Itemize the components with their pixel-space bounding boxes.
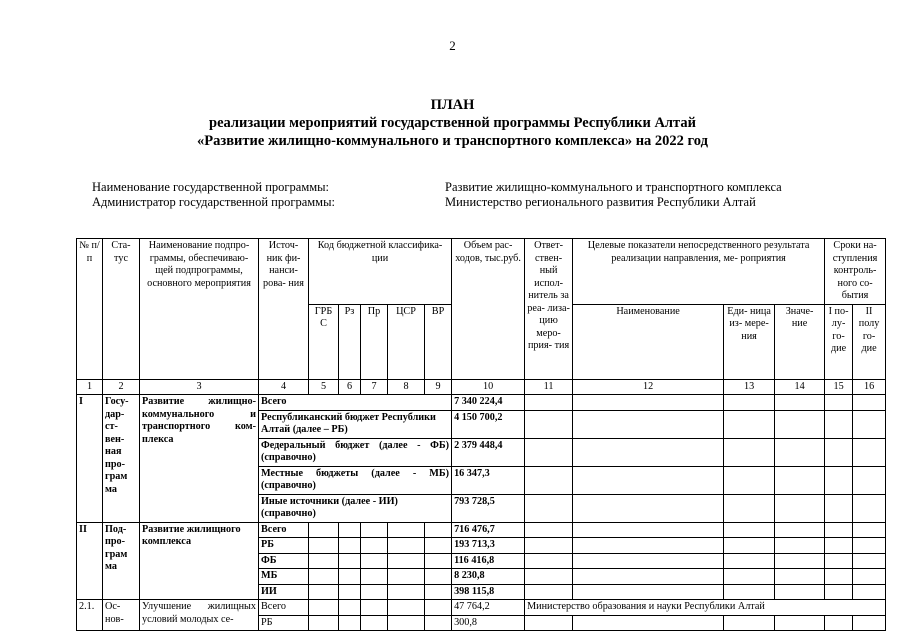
row-source: РБ	[259, 538, 309, 554]
row-volume: 8 230,8	[452, 569, 525, 585]
row-volume: 793 728,5	[452, 494, 525, 522]
plan-table	[76, 238, 886, 631]
header-targets: Целевые показатели непосредственного результата реализации направления, ме- роприятия	[573, 239, 825, 305]
header-volume: Объем рас- ходов, тыс.руб.	[452, 239, 525, 380]
row-num: 2.1.	[77, 600, 103, 631]
header-grbs: ГРБ С	[309, 304, 339, 379]
row-name: Развитие жилищного комплекса	[140, 522, 259, 600]
row-source: ФБ	[259, 553, 309, 569]
header-deadlines: Сроки на- ступления контроль- ного со- бытия	[825, 239, 886, 305]
header-source: Источ- ник фи- нанси- рова- ния	[259, 239, 309, 380]
row-status: Ос- нов-	[103, 600, 140, 631]
col-num-16: 16	[853, 379, 886, 395]
col-num-2: 2	[103, 379, 140, 395]
col-num-5: 5	[309, 379, 339, 395]
header-half2: II полу го- дие	[853, 304, 886, 379]
row-name: Развитие жилищно- коммунального и транспортного ком- плекса	[140, 395, 259, 523]
program-label: Наименование государственной программы:	[92, 180, 330, 194]
col-num-8: 8	[388, 379, 425, 395]
header-target-value: Значе- ние	[775, 304, 825, 379]
document-subtitle-1: реализации мероприятий государственной программы Республики Алтай	[209, 115, 696, 131]
program-value: Развитие жилищно-коммунального и транспортного комплекса	[445, 180, 782, 194]
row-volume: 47 764,2	[452, 600, 525, 616]
col-num-7: 7	[361, 379, 388, 395]
row-num: I	[77, 395, 103, 523]
col-num-15: 15	[825, 379, 853, 395]
col-num-9: 9	[425, 379, 452, 395]
document-subtitle-2: «Развитие жилищно-коммунального и транспортного комплекса» на 2022 год	[197, 133, 708, 149]
row-volume: 4 150 700,2	[452, 410, 525, 438]
admin-value: Министерство регионального развития Республики Алтай	[445, 195, 756, 209]
col-num-6: 6	[339, 379, 361, 395]
row-volume: 116 416,8	[452, 553, 525, 569]
col-num-4: 4	[259, 379, 309, 395]
row-volume: 716 476,7	[452, 522, 525, 538]
header-name: Наименование подпро- граммы, обеспечиваю- щей подпрограммы, основного мероприятия	[140, 239, 259, 380]
table-row	[77, 522, 886, 538]
col-num-11: 11	[525, 379, 573, 395]
row-volume: 2 379 448,4	[452, 438, 525, 466]
col-num-14: 14	[775, 379, 825, 395]
document-title: ПЛАН	[430, 97, 475, 113]
row-volume: 16 347,3	[452, 466, 525, 494]
header-half1: I по- лу- го- дие	[825, 304, 853, 379]
header-vr: ВР	[425, 304, 452, 379]
row-volume: 193 713,3	[452, 538, 525, 554]
header-csr: ЦСР	[388, 304, 425, 379]
row-source: Иные источники (далее - ИИ) (справочно)	[259, 494, 452, 522]
row-source: Федеральный бюджет (далее - ФБ) (справочно)	[259, 438, 452, 466]
col-num-12: 12	[573, 379, 724, 395]
header-status: Ста- тус	[103, 239, 140, 380]
row-source: Местные бюджеты (далее - МБ) (справочно)	[259, 466, 452, 494]
col-num-13: 13	[724, 379, 775, 395]
row-source: Республиканский бюджет Республики Алтай (далее – РБ)	[259, 410, 452, 438]
row-responsible: Министерство образования и науки Республики Алтай	[525, 600, 886, 616]
row-status: Под- про- грам ма	[103, 522, 140, 600]
col-num-3: 3	[140, 379, 259, 395]
row-name: Улучшение жилищных условий молодых се-	[140, 600, 259, 631]
header-rz: Рз	[339, 304, 361, 379]
row-source: МБ	[259, 569, 309, 585]
col-num-10: 10	[452, 379, 525, 395]
row-volume: 398 115,8	[452, 584, 525, 600]
row-volume: 300,8	[452, 615, 525, 631]
row-num: II	[77, 522, 103, 600]
row-source: Всего	[259, 600, 309, 616]
row-source: Всего	[259, 395, 452, 411]
table-row	[77, 395, 886, 411]
row-source: РБ	[259, 615, 309, 631]
header-target-name: Наименование	[573, 304, 724, 379]
row-source: ИИ	[259, 584, 309, 600]
column-number-row	[77, 379, 886, 395]
row-volume: 7 340 224,4	[452, 395, 525, 411]
header-budget-code: Код бюджетной классифика- ции	[309, 239, 452, 305]
row-status: Госу- дар- ст- вен- ная про- грам ма	[103, 395, 140, 523]
row-source: Всего	[259, 522, 309, 538]
header-pr: Пр	[361, 304, 388, 379]
admin-label: Администратор государственной программы:	[92, 195, 335, 209]
table-row	[77, 600, 886, 616]
col-num-1: 1	[77, 379, 103, 395]
page-number: 2	[449, 38, 456, 53]
header-num: № п/п	[77, 239, 103, 380]
header-row-1	[77, 239, 886, 305]
header-target-unit: Еди- ница из- мере- ния	[724, 304, 775, 379]
header-responsible: Ответ- ствен- ный испол- нитель за реа- лиза- цию меро- прия- тия	[525, 239, 573, 380]
